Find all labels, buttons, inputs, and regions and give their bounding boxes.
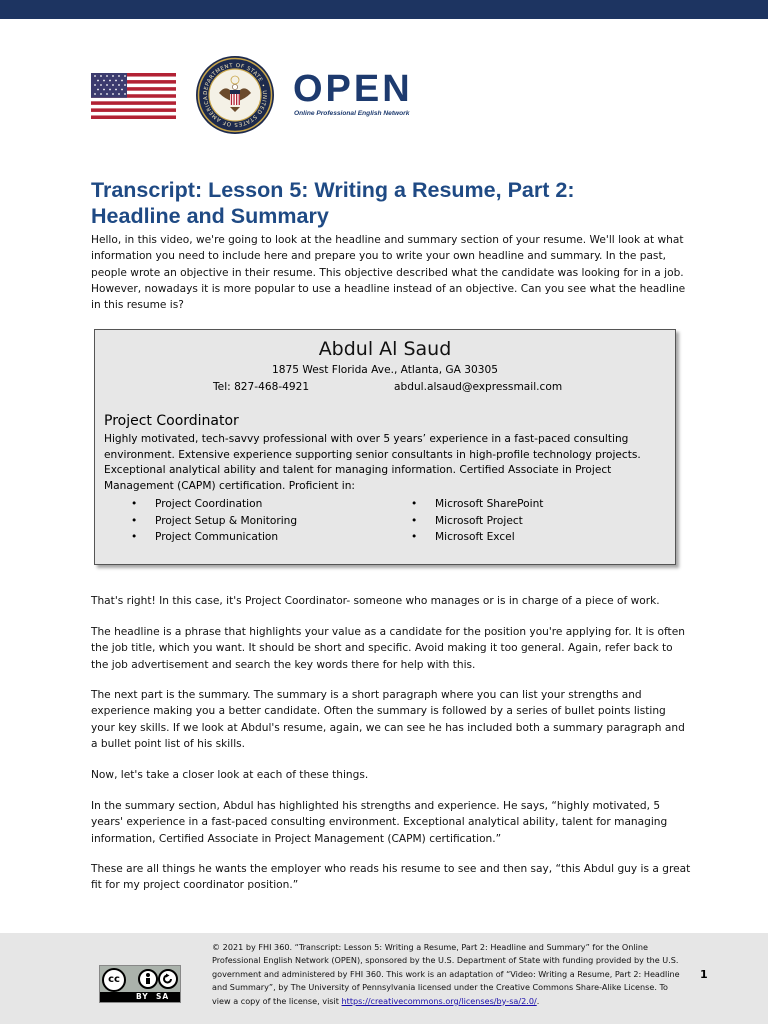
skills-list-right: [411, 496, 543, 546]
body-paragraph: These are all things he wants the employer who reads his resume to see and then say, “this Abdul guy is a great fit for my project coordinator position.”: [91, 863, 691, 892]
resume-headline: Project Coordinator: [104, 413, 239, 429]
list-item: [411, 529, 543, 546]
intro-paragraph: Hello, in this video, we're going to look at the headline and summary section of your resume. We'll look at what information you need to include here and prepare you to write your own headline and summary. In the past, people wrote an objective in their resume. This objective described what the candidate was looking for in a job. However, nowadays it is more popular to use a headline instead of an objective. Can you see what the headline in this resume is?: [91, 234, 686, 312]
bullet-icon: •: [131, 514, 138, 527]
skill-label: Microsoft Excel: [435, 531, 515, 543]
resume-sample-box: [94, 329, 676, 565]
list-item: [131, 496, 297, 513]
body-paragraph: That's right! In this case, it's Project Coordinator- someone who manages or is in charge of a piece of work.: [91, 595, 660, 607]
resume-summary: Highly motivated, tech-savvy professional with over 5 years’ experience in a fast-paced consulting environment. Extensive experience supporting senior consultants in high-profile technology projects. Exceptional analytical ability and talent for managing information. Certified Associate in Project Management (CAPM) certification. Proficient in:: [104, 433, 641, 492]
creative-commons-icon: cc: [102, 968, 126, 992]
bullet-icon: •: [131, 531, 138, 543]
department-of-state-seal-icon: [195, 55, 275, 135]
resume-phone: Tel: 827-468-4921: [213, 381, 310, 393]
body-paragraph: Now, let's take a closer look at each of these things.: [91, 769, 369, 781]
svg-text:DEPARTMENT OF STATE • UNITED S: DEPARTMENT OF STATE • UNITED STATES OF AMERICA: [202, 62, 268, 128]
resume-name: Abdul Al Saud: [318, 338, 452, 360]
bullet-icon: •: [131, 498, 138, 510]
list-item: [131, 513, 297, 530]
cc-sa-label: SA: [155, 992, 170, 1001]
body-paragraph: The next part is the summary. The summary is a short paragraph where you can list your strengths and experience making you a better candidate. Often the summary is followed by a series of bullet points listing your key skills. If we look at Abdul's resume, again, we can see he has included both a summary paragraph and a bullet point list of his skills.: [91, 689, 685, 750]
list-item: [411, 513, 543, 530]
open-logo-subtitle: Online Professional English Network: [294, 110, 410, 117]
skill-label: Microsoft SharePoint: [435, 498, 544, 510]
bullet-icon: •: [411, 514, 418, 527]
open-logo-wordmark: OPEN: [293, 68, 413, 110]
skill-label: Project Coordination: [155, 498, 263, 510]
list-item: [411, 496, 543, 513]
cc-by-sa-badge[interactable]: [99, 965, 181, 1003]
skills-list-left: [131, 496, 297, 546]
list-item: [131, 529, 297, 546]
skill-label: Project Communication: [155, 531, 279, 543]
title-line-2: Headline and Summary: [91, 204, 329, 228]
page-number: 1: [700, 968, 708, 981]
us-flag-icon: [91, 73, 176, 119]
body-paragraph: The headline is a phrase that highlights your value as a candidate for the position you're applying for. It is often the job title, which you want. It should be short and specific. Avoid making it too general. Again, refer back to the job advertisement and search the key words there for help with this.: [91, 626, 685, 671]
license-link[interactable]: https://creativecommons.org/licenses/by-sa/2.0/: [341, 995, 537, 1006]
license-text-end: .: [536, 995, 540, 1006]
bullet-icon: •: [411, 531, 418, 543]
open-logo: [293, 70, 433, 122]
page-title: [91, 177, 691, 229]
title-line-1: Transcript: Lesson 5: Writing a Resume, Part 2:: [91, 178, 575, 202]
share-alike-icon: [158, 969, 178, 989]
resume-email: abdul.alsaud@expressmail.com: [394, 381, 563, 393]
cc-by-label: BY: [136, 992, 149, 1001]
skill-label: Microsoft Project: [435, 514, 523, 527]
license-text: © 2021 by FHI 360. “Transcript: Lesson 5: Writing a Resume, Part 2: Headline and Summary” for the Online Professional English Network (OPEN), sponsored by the U.S. Department of State with funding provided by the U.S. government and administered by FHI 360. This work is an adaptation of “Video: Writing a Resume, Part 2: Headline and Summary”, by The University of Pennsylvania licensed under the Creative Commons Share-Alike License. To view a copy of the license, visit: [212, 942, 680, 1006]
page-footer: [0, 933, 768, 1024]
resume-address: 1875 West Florida Ave., Atlanta, GA 30305: [272, 364, 498, 376]
attribution-person-icon: [138, 969, 158, 989]
license-notice: [212, 941, 682, 1008]
top-banner-bar: [0, 0, 768, 19]
body-paragraph: In the summary section, Abdul has highlighted his strengths and experience. He says, “highly motivated, 5 years' experience in a fast-paced consulting environment. Exceptional analytical ability, talent for managing information, Certified Associate in Project Management (CAPM) certification.”: [91, 800, 668, 845]
bullet-icon: •: [411, 498, 418, 510]
skill-label: Project Setup & Monitoring: [155, 514, 298, 527]
cc-badge-labels: [136, 992, 169, 1001]
